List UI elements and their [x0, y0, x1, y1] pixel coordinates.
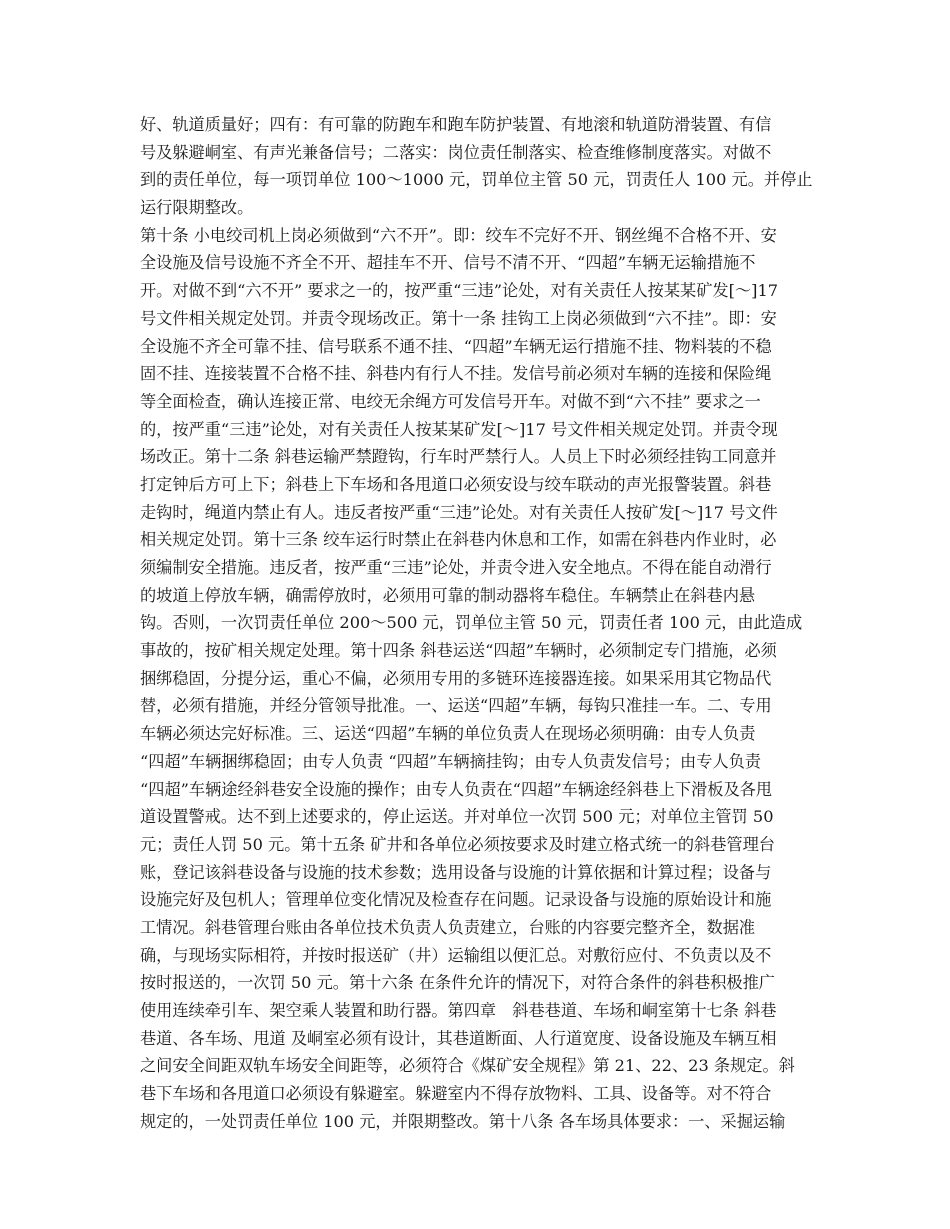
text-line: 相关规定处罚。第十三条 绞车运行时禁止在斜巷内休息和工作，如需在斜巷内作业时，必 [140, 530, 777, 550]
text-line: 开。对做不到“六不开” 要求之一的，按严重“三违”论处，对有关责任人按某某矿发[～]17 [140, 281, 779, 301]
text-line: 按时报送的，一次罚 50 元。第十六条 在条件允许的情况下，对符合条件的斜巷积极推广 [140, 973, 775, 993]
text-line: 使用连续牵引车、架空乘人装置和助行器。第四章 斜巷巷道、车场和峒室第十七条 斜巷 [140, 1001, 777, 1020]
text-line: 全设施不齐全可靠不挂、信号联系不通不挂、“四超”车辆无运行措施不挂、物料装的不稳 [140, 336, 772, 356]
text-line: 巷下车场和各甩道口必须设有躲避室。躲避室内不得存放物料、工具、设备等。对不符合 [140, 1084, 772, 1104]
text-line: 须编制安全措施。违反者，按严重“三违”论处，并责令进入安全地点。不得在能自动滑行 [140, 558, 772, 577]
text-line: 车辆必须达完好标准。三、运送“四超”车辆的单位负责人在现场必须明确：由专人负责 [140, 724, 756, 744]
text-line: 场改正。第十二条 斜巷运输严禁蹬钩，行车时严禁行人。人员上下时必须经挂钩工同意并 [140, 447, 777, 467]
text-line: 工情况。斜巷管理台账由各单位技术负责人负责建立，台账的内容要完整齐全，数据准 [140, 917, 756, 937]
text-line: 捆绑稳固，分提分运，重心不偏，必须用专用的多链环连接器连接。如果采用其它物品代 [140, 668, 772, 688]
text-line: 好、轨道质量好；四有：有可靠的防跑车和跑车防护装置、有地滚和轨道防滑装置、有信 [140, 115, 772, 134]
text-line: 固不挂、连接装置不合格不挂、斜巷内有行人不挂。发信号前必须对车辆的连接和保险绳 [140, 364, 772, 384]
text-line: 全设施及信号设施不齐全不开、超挂车不开、信号不清不开、“四超”车辆无运输措施不 [140, 253, 756, 273]
text-line: 号文件相关规定处罚。并责令现场改正。第十一条 挂钩工上岗必须做到“六不挂”。即：安 [140, 308, 777, 328]
text-line: 第十条 小电绞司机上岗必须做到“六不开”。即：绞车不完好不开、钢丝绳不合格不开、安 [140, 225, 777, 245]
text-line: 打定钟后方可上下；斜巷上下车场和各甩道口必须安设与绞车联动的声光报警装置。斜巷 [140, 474, 772, 494]
text-line: 号及躲避峒室、有声光兼备信号；二落实：岗位责任制落实、检查维修制度落实。对做不 [140, 142, 772, 162]
text-line: 之间安全间距双轨车场安全间距等，必须符合《煤矿安全规程》第 21、22、23 条规定。斜 [140, 1056, 795, 1076]
text-line: 账，登记该斜巷设备与设施的技术参数；选用设备与设施的计算依据和计算过程；设备与 [140, 862, 772, 882]
text-line: 元；责任人罚 50 元。第十五条 矿井和各单位必须按要求及时建立格式统一的斜巷管理台 [140, 834, 775, 854]
text-line: 的，按严重“三违”论处，对有关责任人按某某矿发[～]17 号文件相关规定处罚。并责令现 [140, 419, 778, 439]
text-line: 等全面检查，确认连接正常、电绞无余绳方可发信号开车。对做不到“六不挂” 要求之一 [140, 391, 761, 411]
text-line: 规定的，一处罚责任单位 100 元，并限期整改。第十八条 各车场具体要求：一、采掘运输 [140, 1111, 786, 1131]
text-line: 设施完好及包机人；管理单位变化情况及检查存在问题。记录设备与设施的原始设计和施 [140, 890, 772, 910]
text-line: 确，与现场实际相符，并按时报送矿（井）运输组以便汇总。对敷衍应付、不负责以及不 [140, 945, 772, 965]
text-line: “四超”车辆途经斜巷安全设施的操作；由专人负责在“四超”车辆途经斜巷上下滑板及各甩 [140, 779, 773, 799]
text-line: 道设置警戒。达不到上述要求的，停止运送。并对单位一次罚 500 元；对单位主管罚 50 [140, 807, 774, 827]
text-line: 事故的，按矿相关规定处理。第十四条 斜巷运送“四超”车辆时，必须制定专门措施，必须 [140, 641, 777, 661]
body-text [140, 111, 820, 1135]
text-line: 替，必须有措施，并经分管领导批准。一、运送“四超”车辆，每钩只准挂一车。二、专用 [140, 696, 772, 716]
text-line: 钩。否则，一次罚责任单位 200～500 元，罚单位主管 50 元，罚责任者 100 元，由此造成 [140, 613, 803, 633]
text-line: 巷道、各车场、甩道 及峒室必须有设计，其巷道断面、人行道宽度、设备设施及车辆互相 [140, 1028, 777, 1048]
text-line: 的坡道上停放车辆，确需停放时，必须用可靠的制动器将车稳住。车辆禁止在斜巷内悬 [140, 585, 756, 605]
text-line: “四超”车辆捆绑稳固；由专人负责 “四超”车辆摘挂钩；由专人负责发信号；由专人负责 [140, 751, 761, 771]
text-line: 走钩时，绳道内禁止有人。违反者按严重“三违”论处。对有关责任人按矿发[～]17 号文件 [140, 502, 778, 522]
text-line: 到的责任单位，每一项罚单位 100～1000 元，罚单位主管 50 元，罚责任人 100 元。并停止 [140, 170, 813, 190]
text-line: 运行限期整改。 [140, 198, 254, 218]
